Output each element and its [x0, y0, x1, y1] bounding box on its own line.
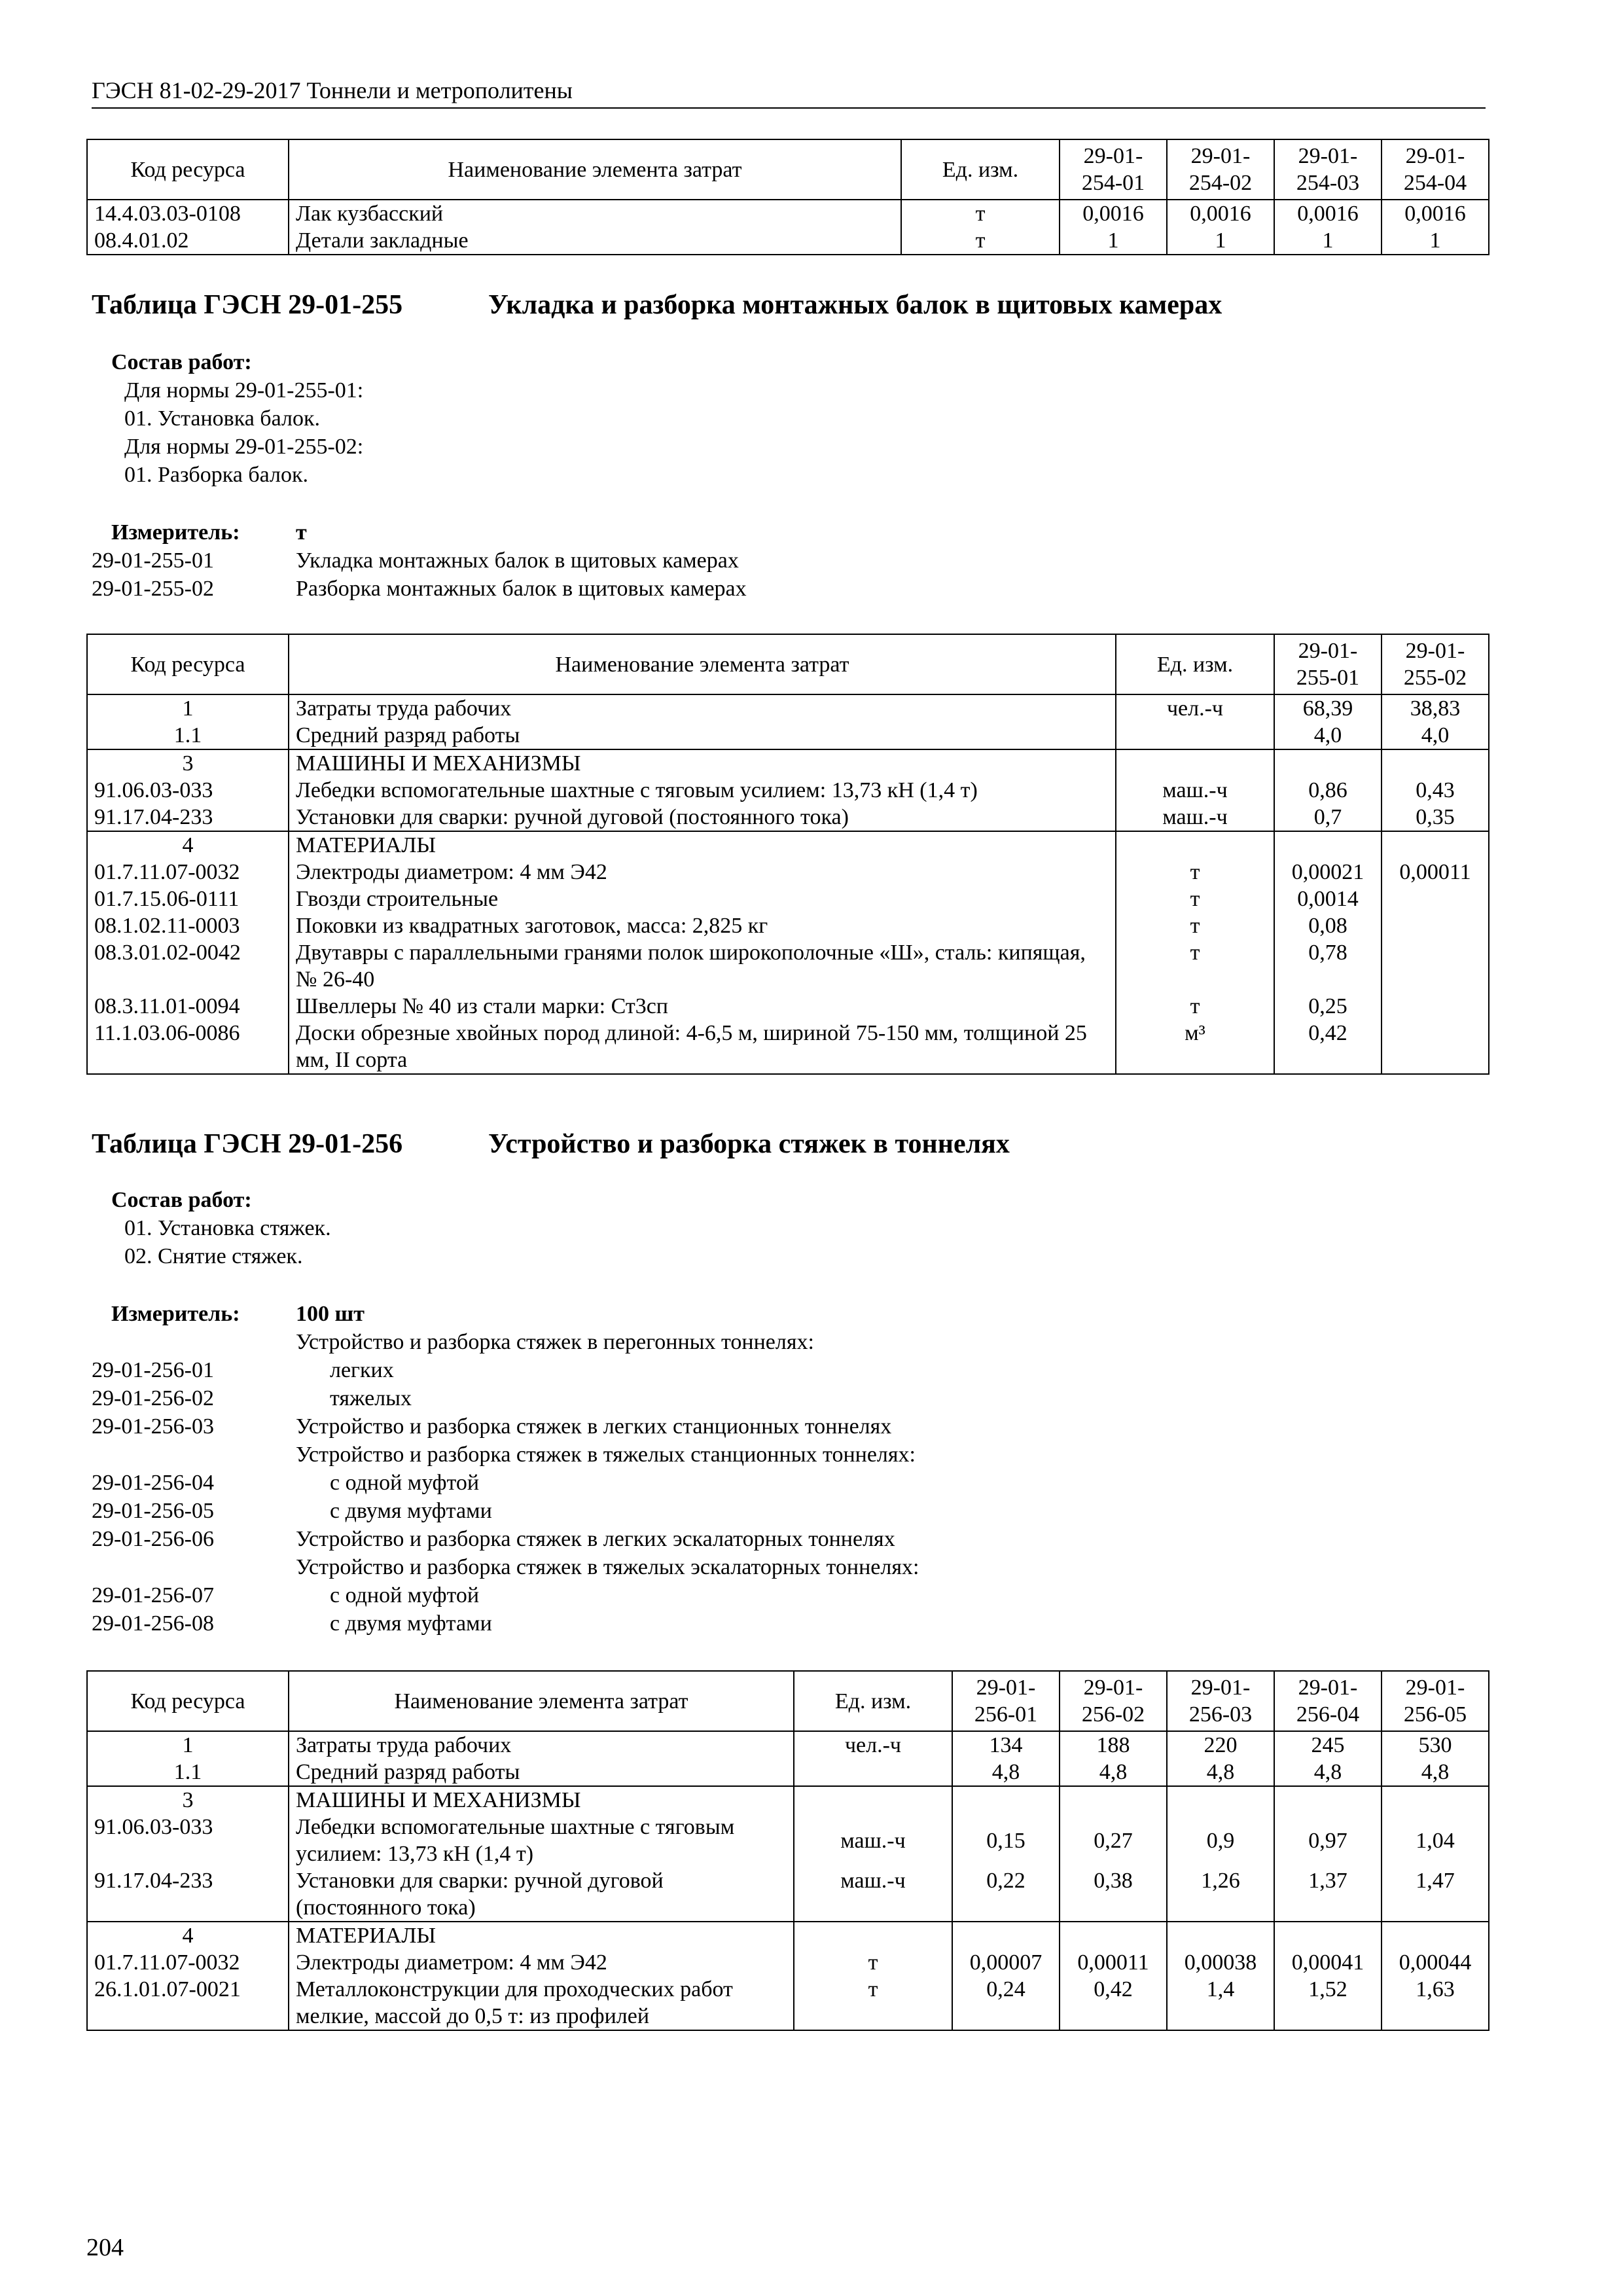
cell-value: 0,97	[1274, 1814, 1382, 1867]
measure-row	[92, 547, 1486, 575]
table-title: Укладка и разборка монтажных балок в щитовых камерах	[488, 290, 1222, 320]
cell-value: 0,00007	[952, 1949, 1060, 1976]
table-row	[87, 1922, 1489, 1949]
cell-value: 4,8	[1382, 1759, 1489, 1786]
cell-name: Установки для сварки: ручной дуговой (постоянного тока)	[289, 1867, 794, 1922]
measure-desc: Устройство и разборка стяжек в легких эскалаторных тоннелях	[296, 1527, 895, 1551]
cell-unit	[1116, 722, 1274, 749]
cell-value: 4,0	[1274, 722, 1382, 749]
header-name: Наименование элемента затрат	[289, 139, 901, 200]
cell-code: 91.06.03-033	[87, 777, 289, 804]
table-row	[87, 993, 1489, 1020]
cell-value: 0,42	[1274, 1020, 1382, 1074]
header-col: 29-01-254-04	[1382, 139, 1489, 200]
measure-desc: легких	[330, 1358, 394, 1382]
cell-name: Швеллеры № 40 из стали марки: Ст3сп	[289, 993, 1116, 1020]
cell-value: 4,8	[1274, 1759, 1382, 1786]
measure-code: 29-01-256-07	[92, 1583, 214, 1607]
measure-desc: с двумя муфтами	[330, 1499, 492, 1523]
header-name: Наименование элемента затрат	[289, 1671, 794, 1731]
cell-value: 0,00021	[1274, 859, 1382, 886]
cell-value	[1167, 1786, 1274, 1814]
measure-label: Измеритель:	[111, 1302, 240, 1326]
cell-value: 4,8	[1060, 1759, 1167, 1786]
cell-name: Лак кузбасский	[289, 200, 901, 227]
table-row	[87, 694, 1489, 722]
cell-code: 08.3.01.02-0042	[87, 939, 289, 993]
cell-code: 3	[87, 749, 289, 777]
table-row	[87, 777, 1489, 804]
cell-value: 1	[1382, 227, 1489, 255]
measure-code: 29-01-256-01	[92, 1358, 214, 1382]
measure-row	[92, 1525, 1486, 1553]
cell-value	[1274, 831, 1382, 859]
cell-value: 0,00011	[1060, 1949, 1167, 1976]
cell-value: 134	[952, 1731, 1060, 1759]
cell-value: 0,42	[1060, 1976, 1167, 2030]
measure-code	[92, 1441, 296, 1469]
cell-value: 530	[1382, 1731, 1489, 1759]
table-row	[87, 912, 1489, 939]
cell-value: 188	[1060, 1731, 1167, 1759]
cell-code: 01.7.15.06-0111	[87, 886, 289, 912]
table-row	[87, 722, 1489, 749]
cell-value: 1	[1167, 227, 1274, 255]
cell-name: Установки для сварки: ручной дуговой (постоянного тока)	[289, 804, 1116, 831]
measure-desc: Укладка монтажных балок в щитовых камерах	[296, 548, 739, 573]
cell-value	[1382, 993, 1489, 1020]
cell-value: 1,04	[1382, 1814, 1489, 1867]
header-col: 29-01-256-04	[1274, 1671, 1382, 1731]
cell-value: 0,0014	[1274, 886, 1382, 912]
cell-value	[952, 1922, 1060, 1949]
cell-code: 08.4.01.02	[87, 227, 289, 255]
cell-value: 0,43	[1382, 777, 1489, 804]
table-row	[87, 1814, 1489, 1867]
table-row	[87, 1976, 1489, 2030]
work-label: Состав работ:	[111, 350, 252, 374]
table-row	[87, 831, 1489, 859]
measure-code: 29-01-256-05	[92, 1499, 214, 1523]
cell-value: 0,38	[1060, 1867, 1167, 1922]
measure-row	[92, 1356, 1486, 1384]
cell-value: 1	[1274, 227, 1382, 255]
cell-value: 1,47	[1382, 1867, 1489, 1922]
cell-value: 0,7	[1274, 804, 1382, 831]
measure-desc: Устройство и разборка стяжек в перегонных тоннелях:	[296, 1330, 814, 1354]
cell-value	[1382, 749, 1489, 777]
cell-value	[1060, 1922, 1167, 1949]
cell-name: Лебедки вспомогательные шахтные с тяговым усилием: 13,73 кН (1,4 т)	[289, 777, 1116, 804]
cell-value: 220	[1167, 1731, 1274, 1759]
table-row	[87, 1867, 1489, 1922]
cell-name: Гвозди строительные	[289, 886, 1116, 912]
header-col: 29-01-254-01	[1060, 139, 1167, 200]
measure-code: 29-01-255-01	[92, 548, 214, 573]
table-255	[86, 634, 1489, 1075]
cell-code: 01.7.11.07-0032	[87, 859, 289, 886]
cell-name: Поковки из квадратных заготовок, масса: 2,825 кг	[289, 912, 1116, 939]
header-unit: Ед. изм.	[794, 1671, 952, 1731]
work-line: 01. Разборка балок.	[124, 463, 308, 487]
cell-value: 4,8	[952, 1759, 1060, 1786]
work-composition-256	[111, 1186, 331, 1270]
cell-unit: т	[901, 200, 1060, 227]
cell-value: 4,8	[1167, 1759, 1274, 1786]
cell-code: 14.4.03.03-0108	[87, 200, 289, 227]
cell-value	[1382, 939, 1489, 993]
table-row	[87, 859, 1489, 886]
measure-desc: Устройство и разборка стяжек в тяжелых станционных тоннелях:	[296, 1443, 916, 1467]
cell-unit: т	[794, 1949, 952, 1976]
cell-value: 0,00038	[1167, 1949, 1274, 1976]
work-line: Для нормы 29-01-255-02:	[124, 435, 364, 459]
cell-unit: чел.-ч	[794, 1731, 952, 1759]
table-row	[87, 1020, 1489, 1074]
cell-code: 4	[87, 1922, 289, 1949]
measure-unit: т	[296, 520, 307, 545]
cell-code: 1.1	[87, 722, 289, 749]
cell-value	[1060, 1786, 1167, 1814]
measure-row	[92, 1609, 1486, 1638]
cell-value: 1	[1060, 227, 1167, 255]
work-line: Для нормы 29-01-255-01:	[124, 378, 364, 403]
cell-value: 0,9	[1167, 1814, 1274, 1867]
cell-value: 1,37	[1274, 1867, 1382, 1922]
table-row	[87, 227, 1489, 255]
cell-name: Затраты труда рабочих	[289, 1731, 794, 1759]
cell-value: 0,27	[1060, 1814, 1167, 1867]
cell-unit: чел.-ч	[1116, 694, 1274, 722]
measure-unit: 100 шт	[296, 1302, 365, 1326]
cell-value	[1382, 1922, 1489, 1949]
cell-value: 0,00041	[1274, 1949, 1382, 1976]
cell-value: 1,63	[1382, 1976, 1489, 2030]
cell-unit	[794, 1759, 952, 1786]
table-row	[87, 939, 1489, 993]
measure-code: 29-01-256-06	[92, 1527, 214, 1551]
measure-desc: Разборка монтажных балок в щитовых камерах	[296, 577, 747, 601]
cell-value: 4,0	[1382, 722, 1489, 749]
cell-unit: т	[1116, 886, 1274, 912]
cell-code: 01.7.11.07-0032	[87, 1949, 289, 1976]
cell-code: 1	[87, 694, 289, 722]
cell-section-heading: МАШИНЫ И МЕХАНИЗМЫ	[289, 749, 1116, 777]
cell-name: Доски обрезные хвойных пород длиной: 4-6,5 м, шириной 75-150 мм, толщиной 25 мм, II сорта	[289, 1020, 1116, 1074]
cell-code: 1	[87, 1731, 289, 1759]
cell-value	[1382, 886, 1489, 912]
cell-unit	[1116, 749, 1274, 777]
work-line: 01. Установка балок.	[124, 406, 320, 431]
measure-255	[92, 518, 1486, 603]
measure-desc: с одной муфтой	[330, 1471, 480, 1495]
header-col: 29-01-256-02	[1060, 1671, 1167, 1731]
table-row	[87, 804, 1489, 831]
cell-value	[1382, 1786, 1489, 1814]
document-title: ГЭСН 81-02-29-2017 Тоннели и метрополитены	[92, 77, 573, 103]
cell-value	[1382, 831, 1489, 859]
cell-name: Детали закладные	[289, 227, 901, 255]
cell-unit: маш.-ч	[1116, 804, 1274, 831]
cell-value	[1382, 1020, 1489, 1074]
table-header-row	[87, 1671, 1489, 1731]
header-col: 29-01-254-03	[1274, 139, 1382, 200]
cell-value: 0,15	[952, 1814, 1060, 1867]
measure-row	[92, 1328, 1486, 1356]
measure-label: Измеритель:	[111, 520, 240, 545]
section-255-title	[92, 288, 1222, 322]
header-col: 29-01-255-02	[1382, 634, 1489, 694]
cell-unit	[1116, 831, 1274, 859]
cell-unit	[794, 1786, 952, 1814]
measure-code: 29-01-256-02	[92, 1386, 214, 1410]
cell-value: 68,39	[1274, 694, 1382, 722]
header-col: 29-01-254-02	[1167, 139, 1274, 200]
cell-unit	[794, 1922, 952, 1949]
header-code: Код ресурса	[87, 1671, 289, 1731]
cell-section-heading: МАТЕРИАЛЫ	[289, 831, 1116, 859]
header-unit: Ед. изм.	[1116, 634, 1274, 694]
cell-unit: т	[901, 227, 1060, 255]
cell-value: 0,35	[1382, 804, 1489, 831]
cell-unit: т	[1116, 939, 1274, 993]
measure-row	[92, 1469, 1486, 1497]
cell-value	[1274, 1922, 1382, 1949]
cell-unit: маш.-ч	[794, 1867, 952, 1922]
cell-value	[1382, 912, 1489, 939]
work-composition-255	[111, 348, 363, 489]
cell-value: 0,00044	[1382, 1949, 1489, 1976]
measure-code: 29-01-256-04	[92, 1471, 214, 1495]
measure-row	[92, 1441, 1486, 1469]
measure-256	[92, 1300, 1486, 1638]
cell-code: 4	[87, 831, 289, 859]
cell-name: Средний разряд работы	[289, 1759, 794, 1786]
cell-code: 26.1.01.07-0021	[87, 1976, 289, 2030]
measure-code	[92, 1553, 296, 1581]
cell-name: Электроды диаметром: 4 мм Э42	[289, 859, 1116, 886]
cell-value: 0,78	[1274, 939, 1382, 993]
work-label: Состав работ:	[111, 1188, 252, 1212]
table-row	[87, 200, 1489, 227]
table-title: Устройство и разборка стяжек в тоннелях	[488, 1129, 1010, 1159]
cell-value	[1274, 1786, 1382, 1814]
cell-unit: маш.-ч	[1116, 777, 1274, 804]
cell-value: 0,25	[1274, 993, 1382, 1020]
cell-value: 1,4	[1167, 1976, 1274, 2030]
header-name: Наименование элемента затрат	[289, 634, 1116, 694]
cell-value: 0,0016	[1060, 200, 1167, 227]
page-number: 204	[86, 2234, 124, 2261]
cell-unit: т	[1116, 859, 1274, 886]
table-row	[87, 749, 1489, 777]
cell-value	[1274, 749, 1382, 777]
table-row	[87, 886, 1489, 912]
cell-code: 91.17.04-233	[87, 1867, 289, 1922]
measure-row	[92, 1384, 1486, 1412]
cell-value: 245	[1274, 1731, 1382, 1759]
cell-code: 08.3.11.01-0094	[87, 993, 289, 1020]
measure-row	[92, 1553, 1486, 1581]
cell-code: 91.06.03-033	[87, 1814, 289, 1867]
header-unit: Ед. изм.	[901, 139, 1060, 200]
cell-name: Электроды диаметром: 4 мм Э42	[289, 1949, 794, 1976]
cell-value: 0,86	[1274, 777, 1382, 804]
page-header	[92, 76, 1486, 109]
cell-unit: т	[794, 1976, 952, 2030]
table-256	[86, 1670, 1489, 2031]
cell-code: 11.1.03.06-0086	[87, 1020, 289, 1074]
header-col: 29-01-256-03	[1167, 1671, 1274, 1731]
cell-unit: маш.-ч	[794, 1814, 952, 1867]
cell-value: 0,0016	[1382, 200, 1489, 227]
header-code: Код ресурса	[87, 139, 289, 200]
table-row	[87, 1949, 1489, 1976]
table-number: Таблица ГЭСН 29-01-255	[92, 290, 403, 320]
table-number: Таблица ГЭСН 29-01-256	[92, 1129, 403, 1159]
cell-value: 0,00011	[1382, 859, 1489, 886]
measure-code	[92, 1328, 296, 1356]
cell-value: 0,0016	[1167, 200, 1274, 227]
header-code: Код ресурса	[87, 634, 289, 694]
cell-section-heading: МАТЕРИАЛЫ	[289, 1922, 794, 1949]
measure-code: 29-01-256-08	[92, 1611, 214, 1636]
measure-row	[92, 1412, 1486, 1441]
cell-code: 3	[87, 1786, 289, 1814]
measure-row	[92, 1581, 1486, 1609]
measure-desc: с одной муфтой	[330, 1583, 480, 1607]
cell-value: 1,26	[1167, 1867, 1274, 1922]
cell-name: Лебедки вспомогательные шахтные с тяговым усилием: 13,73 кН (1,4 т)	[289, 1814, 794, 1867]
cell-value: 1,52	[1274, 1976, 1382, 2030]
work-line: 01. Установка стяжек.	[124, 1216, 331, 1240]
header-col: 29-01-256-05	[1382, 1671, 1489, 1731]
measure-code: 29-01-256-03	[92, 1414, 214, 1439]
cell-unit: т	[1116, 912, 1274, 939]
work-line: 02. Снятие стяжек.	[124, 1244, 303, 1268]
cell-unit: м³	[1116, 1020, 1274, 1074]
cell-value: 38,83	[1382, 694, 1489, 722]
cell-name: Затраты труда рабочих	[289, 694, 1116, 722]
measure-desc: тяжелых	[330, 1386, 412, 1410]
measure-code: 29-01-255-02	[92, 577, 214, 601]
cell-name: Металлоконструкции для проходческих работ мелкие, массой до 0,5 т: из профилей	[289, 1976, 794, 2030]
measure-desc: Устройство и разборка стяжек в легких станционных тоннелях	[296, 1414, 892, 1439]
table-254	[86, 139, 1489, 255]
cell-name: Двутавры с параллельными гранями полок широкополочные «Ш», сталь: кипящая, № 26-40	[289, 939, 1116, 993]
cell-section-heading: МАШИНЫ И МЕХАНИЗМЫ	[289, 1786, 794, 1814]
section-256-title	[92, 1127, 1010, 1161]
cell-value: 0,24	[952, 1976, 1060, 2030]
cell-unit: т	[1116, 993, 1274, 1020]
cell-value: 0,08	[1274, 912, 1382, 939]
cell-code: 91.17.04-233	[87, 804, 289, 831]
cell-code: 1.1	[87, 1759, 289, 1786]
measure-row	[92, 575, 1486, 603]
header-col: 29-01-256-01	[952, 1671, 1060, 1731]
cell-code: 08.1.02.11-0003	[87, 912, 289, 939]
measure-row	[92, 1497, 1486, 1525]
cell-value	[952, 1786, 1060, 1814]
cell-value	[1167, 1922, 1274, 1949]
table-row	[87, 1786, 1489, 1814]
table-row	[87, 1731, 1489, 1759]
table-header-row	[87, 139, 1489, 200]
cell-value: 0,22	[952, 1867, 1060, 1922]
header-col: 29-01-255-01	[1274, 634, 1382, 694]
measure-desc: с двумя муфтами	[330, 1611, 492, 1636]
measure-desc: Устройство и разборка стяжек в тяжелых эскалаторных тоннелях:	[296, 1555, 919, 1579]
table-header-row	[87, 634, 1489, 694]
cell-name: Средний разряд работы	[289, 722, 1116, 749]
cell-value: 0,0016	[1274, 200, 1382, 227]
table-row	[87, 1759, 1489, 1786]
